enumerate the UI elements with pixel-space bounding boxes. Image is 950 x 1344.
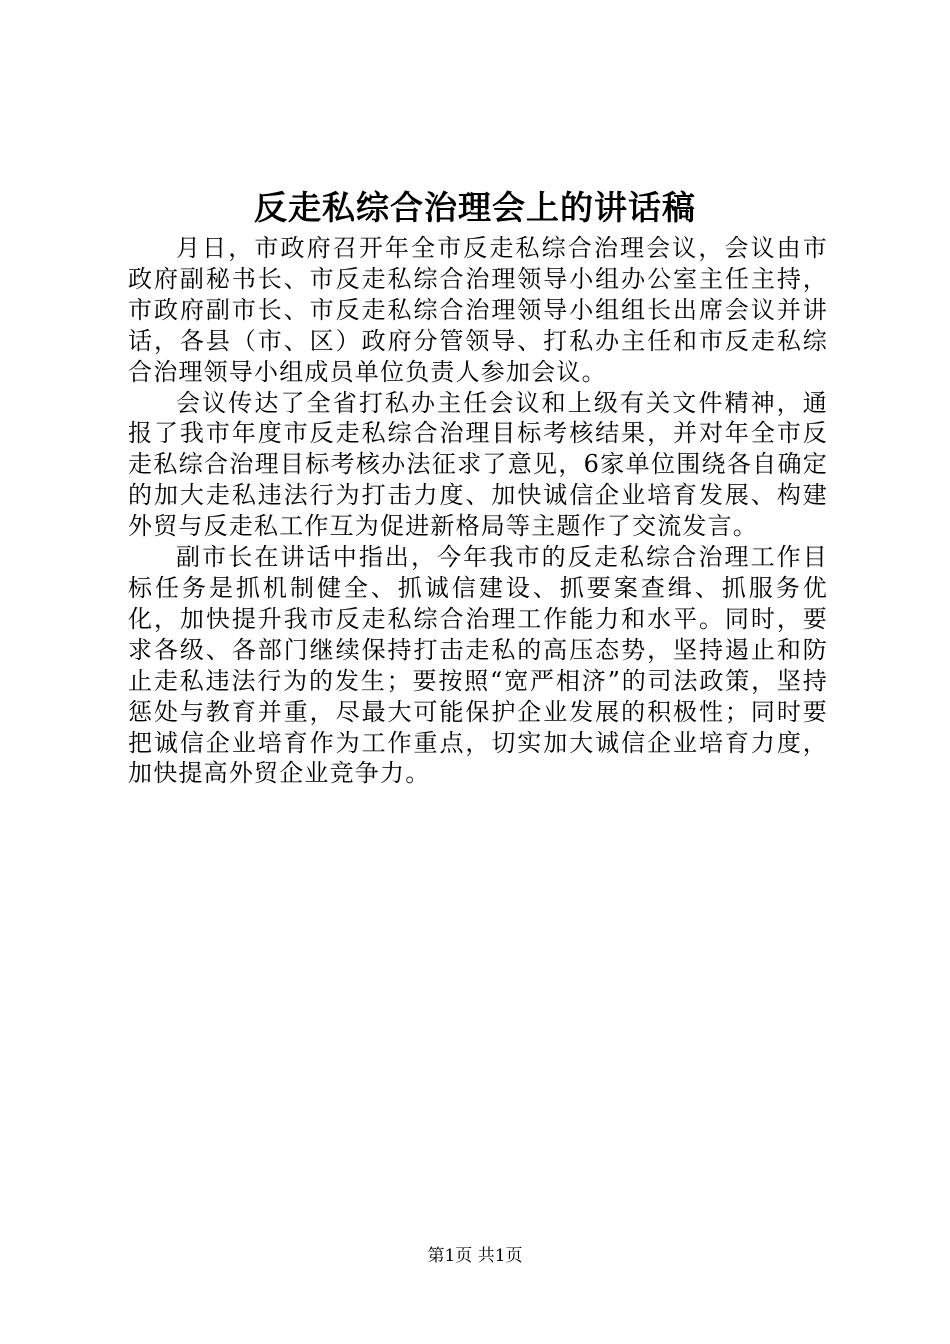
paragraph-1: 月日，市政府召开年全市反走私综合治理会议，会议由市政府副秘书长、市反走私综合治理领导小组办公室主任主持，市政府副市长、市反走私综合治理领导小组组长出席会议并讲话，各县（市、区）政府分管领导、打私办主任和市反走私综合治理领导小组成员单位负责人参加会议。	[128, 234, 828, 386]
page-footer: 第1页 共1页	[427, 1246, 523, 1266]
document-title: 反走私综合治理会上的讲话稿	[254, 188, 696, 227]
paragraph-3: 副市长在讲话中指出，今年我市的反走私综合治理工作目标任务是抓机制健全、抓诚信建设、抓要案查缉、抓服务优化，加快提升我市反走私综合治理工作能力和水平。同时，要求各级、各部门继续保持打击走私的高压态势，坚持遏止和防止走私违法行为的发生；要按照“宽严相济”的司法政策，坚持惩处与教育并重，尽最大可能保护企业发展的积极性；同时要把诚信企业培育作为工作重点，切实加大诚信企业培育力度，加快提高外贸企业竞争力。	[128, 543, 828, 788]
paragraph-2: 会议传达了全省打私办主任会议和上级有关文件精神，通报了我市年度市反走私综合治理目标考核结果，并对年全市反走私综合治理目标考核办法征求了意见，6家单位围绕各自确定的加大走私违法行为打击力度、加快诚信企业培育发展、构建外贸与反走私工作互为促进新格局等主题作了交流发言。	[128, 388, 828, 541]
document-body	[128, 233, 828, 789]
